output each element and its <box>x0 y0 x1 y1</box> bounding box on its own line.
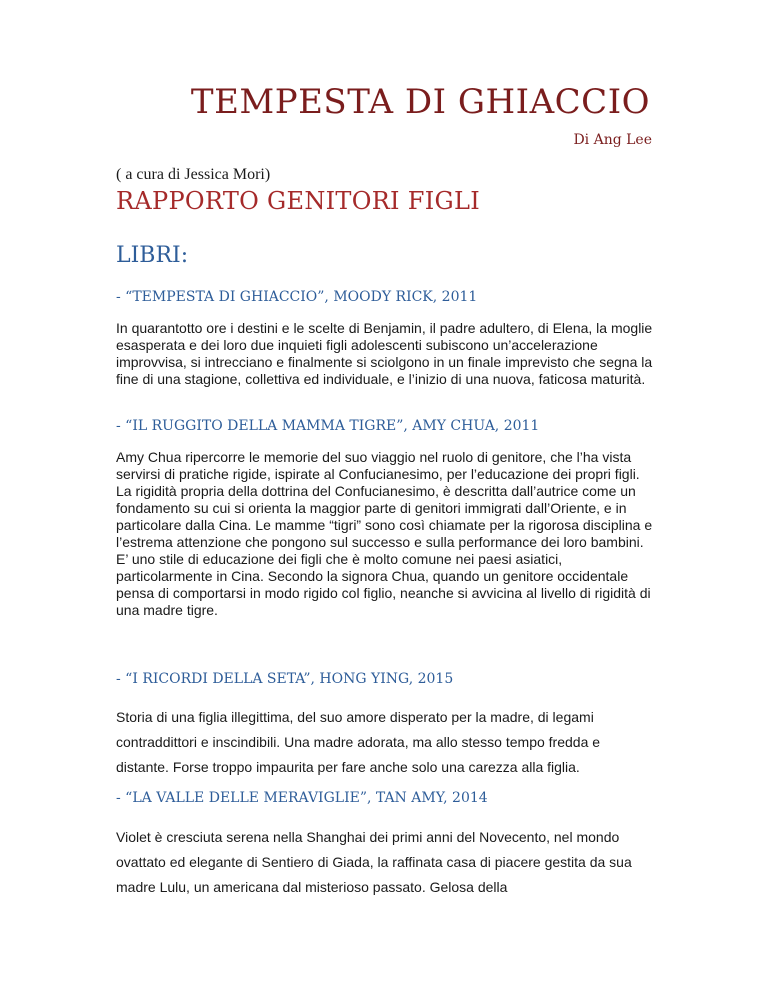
book-description-3: Storia di una figlia illegittima, del suo amore disperato per la madre, di legami contraddittori e inscindibili. Una madre adorata, ma allo stesso tempo fredda e distante. Forse troppo impaurita per fare anche solo una carezza alla figlia. <box>116 709 601 775</box>
book-heading-3: - “I RICORDI DELLA SETA”, HONG YING, 2015 <box>116 671 454 687</box>
book-description-4: Violet è cresciuta serena nella Shanghai dei primi anni del Novecento, nel mondo ovattato ed elegante di Sentiero di Giada, la raffinata casa di piacere gestita da sua madre Lulu, un americana dal misterioso passato. Gelosa della <box>116 829 632 895</box>
section-title: RAPPORTO GENITORI FIGLI <box>116 187 480 215</box>
film-author: Di Ang Lee <box>573 132 652 148</box>
book-heading-4: - “LA VALLE DELLE MERAVIGLIE”, TAN AMY, 2014 <box>116 790 488 806</box>
book-description-1: In quarantotto ore i destini e le scelte di Benjamin, il padre adultero, di Elena, la moglie esasperata e dei loro due inquieti figli adolescenti subiscono un’accelerazione improvvisa, si intrecciano e finalmente si sciolgono in un finale imprevisto che segna la fine di una stagione, collettiva ed individuale, e l’inizio di una nuova, faticosa maturità. <box>116 320 653 387</box>
books-subtitle: LIBRI: <box>116 243 189 268</box>
book-heading-1: - “TEMPESTA DI GHIACCIO”, MOODY RICK, 2011 <box>116 289 478 305</box>
document-title: TEMPESTA DI GHIACCIO <box>190 82 650 122</box>
curator-note: ( a cura di Jessica Mori) <box>116 166 271 183</box>
book-description-2: Amy Chua ripercorre le memorie del suo viaggio nel ruolo di genitore, che l’ha vista servirsi di pratiche rigide, ispirate al Confucianesimo, per l’educazione dei propri figli. La rigidità propria della dottrina del Confucianesimo, è descritta dall’autrice come un fondamento su cui si orienta la maggior parte di genitori immigrati dall’Oriente, e in particolare dalla Cina. Le mamme “tigri” sono così chiamate per la rigorosa disciplina e l’estrema attenzione che pongono sul successo e sulla performance dei loro bambini. E’ uno stile di educazione dei figli che è molto comune nei paesi asiatici, particolarmente in Cina. Secondo la signora Chua, quando un genitore occidentale pensa di comportarsi in modo rigido col figlio, neanche si avvicina al livello di rigidità di una madre tigre. <box>116 449 653 618</box>
book-heading-2: - “IL RUGGITO DELLA MAMMA TIGRE”, AMY CHUA, 2011 <box>116 418 540 434</box>
